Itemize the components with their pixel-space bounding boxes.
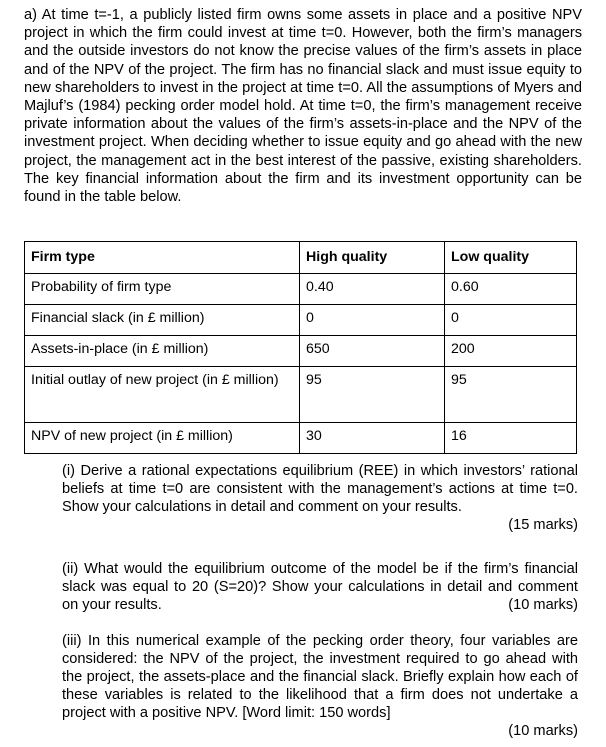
low-value: 0	[445, 305, 577, 336]
question-marks: (10 marks)	[508, 723, 578, 739]
table-row	[25, 305, 577, 336]
firm-info-table	[24, 241, 577, 454]
high-value: 0.40	[300, 274, 445, 305]
low-value: 16	[445, 423, 577, 454]
low-value: 0.60	[445, 274, 577, 305]
header-firm-type: Firm type	[25, 242, 300, 274]
question-marks: (10 marks)	[508, 597, 578, 613]
header-low-quality: Low quality	[445, 242, 577, 274]
table-header-row	[25, 242, 577, 274]
low-value: 200	[445, 336, 577, 367]
header-high-quality: High quality	[300, 242, 445, 274]
intro-paragraph: a) At time t=-1, a publicly listed firm owns some assets in place and a positive NPV project in which the firm could invest at time t=0. However, both the firm’s managers and the outside investors do not know the precise values of the firm’s assets in place and of the NPV of the project. The firm has no financial slack and must issue equity to new shareholders to invest in the project at time t=0. All the assumptions of Myers and Majluf’s (1984) pecking order model hold. At time t=0, the firm’s management receive private information about the values of the firm’s assets-in-place and the NPV of the investment project. When deciding whether to issue equity and go ahead with the new project, the management act in the best interest of the passive, existing shareholders. The key financial information about the firm and its investment opportunity can be found in the table below.	[24, 7, 582, 206]
question-i	[62, 462, 578, 534]
low-value: 95	[445, 367, 577, 423]
question-marks: (15 marks)	[508, 517, 578, 533]
table-row	[25, 423, 577, 454]
question-iii	[62, 632, 578, 740]
table-row	[25, 274, 577, 305]
table-row	[25, 336, 577, 367]
question-text: (ii) What would the equilibrium outcome of the model be if the firm’s financial slack was equal to 20 (S=20)? Show your calculations in detail and comment on your results.	[62, 561, 578, 613]
high-value: 30	[300, 423, 445, 454]
row-label: Probability of firm type	[25, 274, 300, 305]
high-value: 0	[300, 305, 445, 336]
row-label: Assets-in-place (in £ million)	[25, 336, 300, 367]
high-value: 95	[300, 367, 445, 423]
row-label: Initial outlay of new project (in £ million)	[25, 367, 300, 423]
question-ii	[62, 560, 578, 614]
table-row	[25, 367, 577, 423]
high-value: 650	[300, 336, 445, 367]
row-label: Financial slack (in £ million)	[25, 305, 300, 336]
question-text: (i) Derive a rational expectations equilibrium (REE) in which investors’ rational beliefs at time t=0 are consistent with the management’s actions at time t=0. Show your calculations in detail and comment on your results.	[62, 463, 578, 515]
row-label: NPV of new project (in £ million)	[25, 423, 300, 454]
question-text: (iii) In this numerical example of the pecking order theory, four variables are considered: the NPV of the project, the investment required to go ahead with the project, the assets-place and the financial slack. Briefly explain how each of these variables is related to the likelihood that a firm does not undertake a project with a positive NPV. [Word limit: 150 words]	[62, 633, 578, 721]
